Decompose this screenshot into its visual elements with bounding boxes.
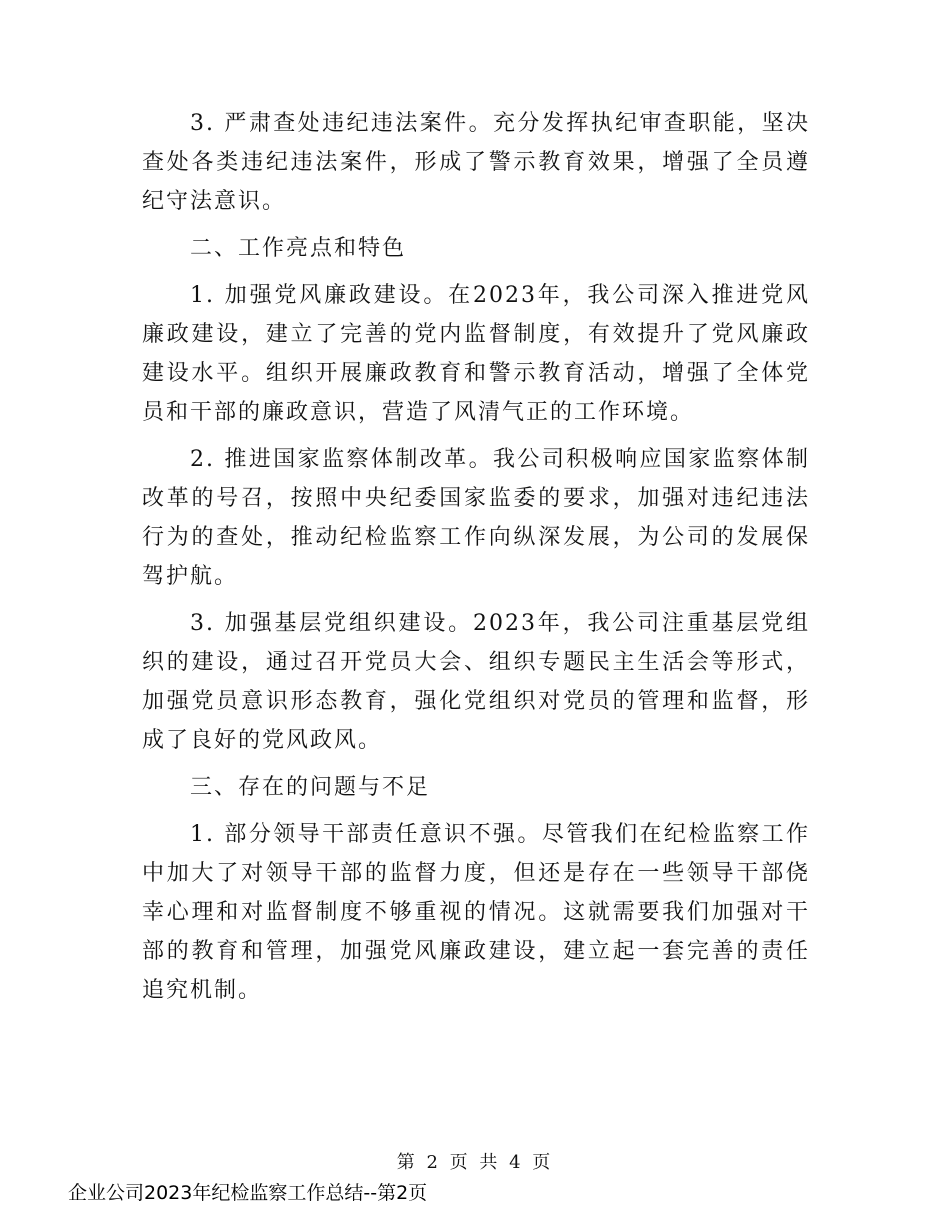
section-heading-highlights: 二、工作亮点和特色 bbox=[190, 236, 407, 261]
section-heading-problems: 三、存在的问题与不足 bbox=[190, 775, 431, 800]
footer-doc-title: 企业公司2023年纪检监察工作总结--第2页 bbox=[68, 1182, 428, 1204]
paragraph-3-grassroots-party: 3. 加强基层党组织建设。2023年，我公司注重基层党组织的建设，通过召开党员大会、组织专题民主生活会等形式，加强党员意识形态教育，强化党组织对党员的管理和监督，形成了良好的党风政风。 bbox=[142, 611, 810, 753]
paragraph-3-case-handling: 3. 严肃查处违纪违法案件。充分发挥执纪审查职能，坚决查处各类违纪违法案件，形成了警示教育效果，增强了全员遵纪守法意识。 bbox=[142, 111, 810, 214]
paragraph-1-leadership-responsibility: 1. 部分领导干部责任意识不强。尽管我们在纪检监察工作中加大了对领导干部的监督力度，但还是存在一些领导干部侥幸心理和对监督制度不够重视的情况。这就需要我们加强对干部的教育和管理，加强党风廉政建设，建立起一套完善的责任追究机制。 bbox=[142, 822, 810, 1003]
page-number: 第 2 页 共 4 页 bbox=[396, 1152, 554, 1173]
paragraph-2-supervision-reform: 2. 推进国家监察体制改革。我公司积极响应国家监察体制改革的号召，按照中央纪委国家监委的要求，加强对违纪违法行为的查处，推动纪检监察工作向纵深发展，为公司的发展保驾护航。 bbox=[142, 447, 810, 589]
document-body bbox=[142, 104, 810, 1018]
paragraph-1-integrity-building: 1. 加强党风廉政建设。在2023年，我公司深入推进党风廉政建设，建立了完善的党内监督制度，有效提升了党风廉政建设水平。组织开展廉政教育和警示教育活动，增强了全体党员和干部的廉政意识，营造了风清气正的工作环境。 bbox=[142, 283, 810, 425]
